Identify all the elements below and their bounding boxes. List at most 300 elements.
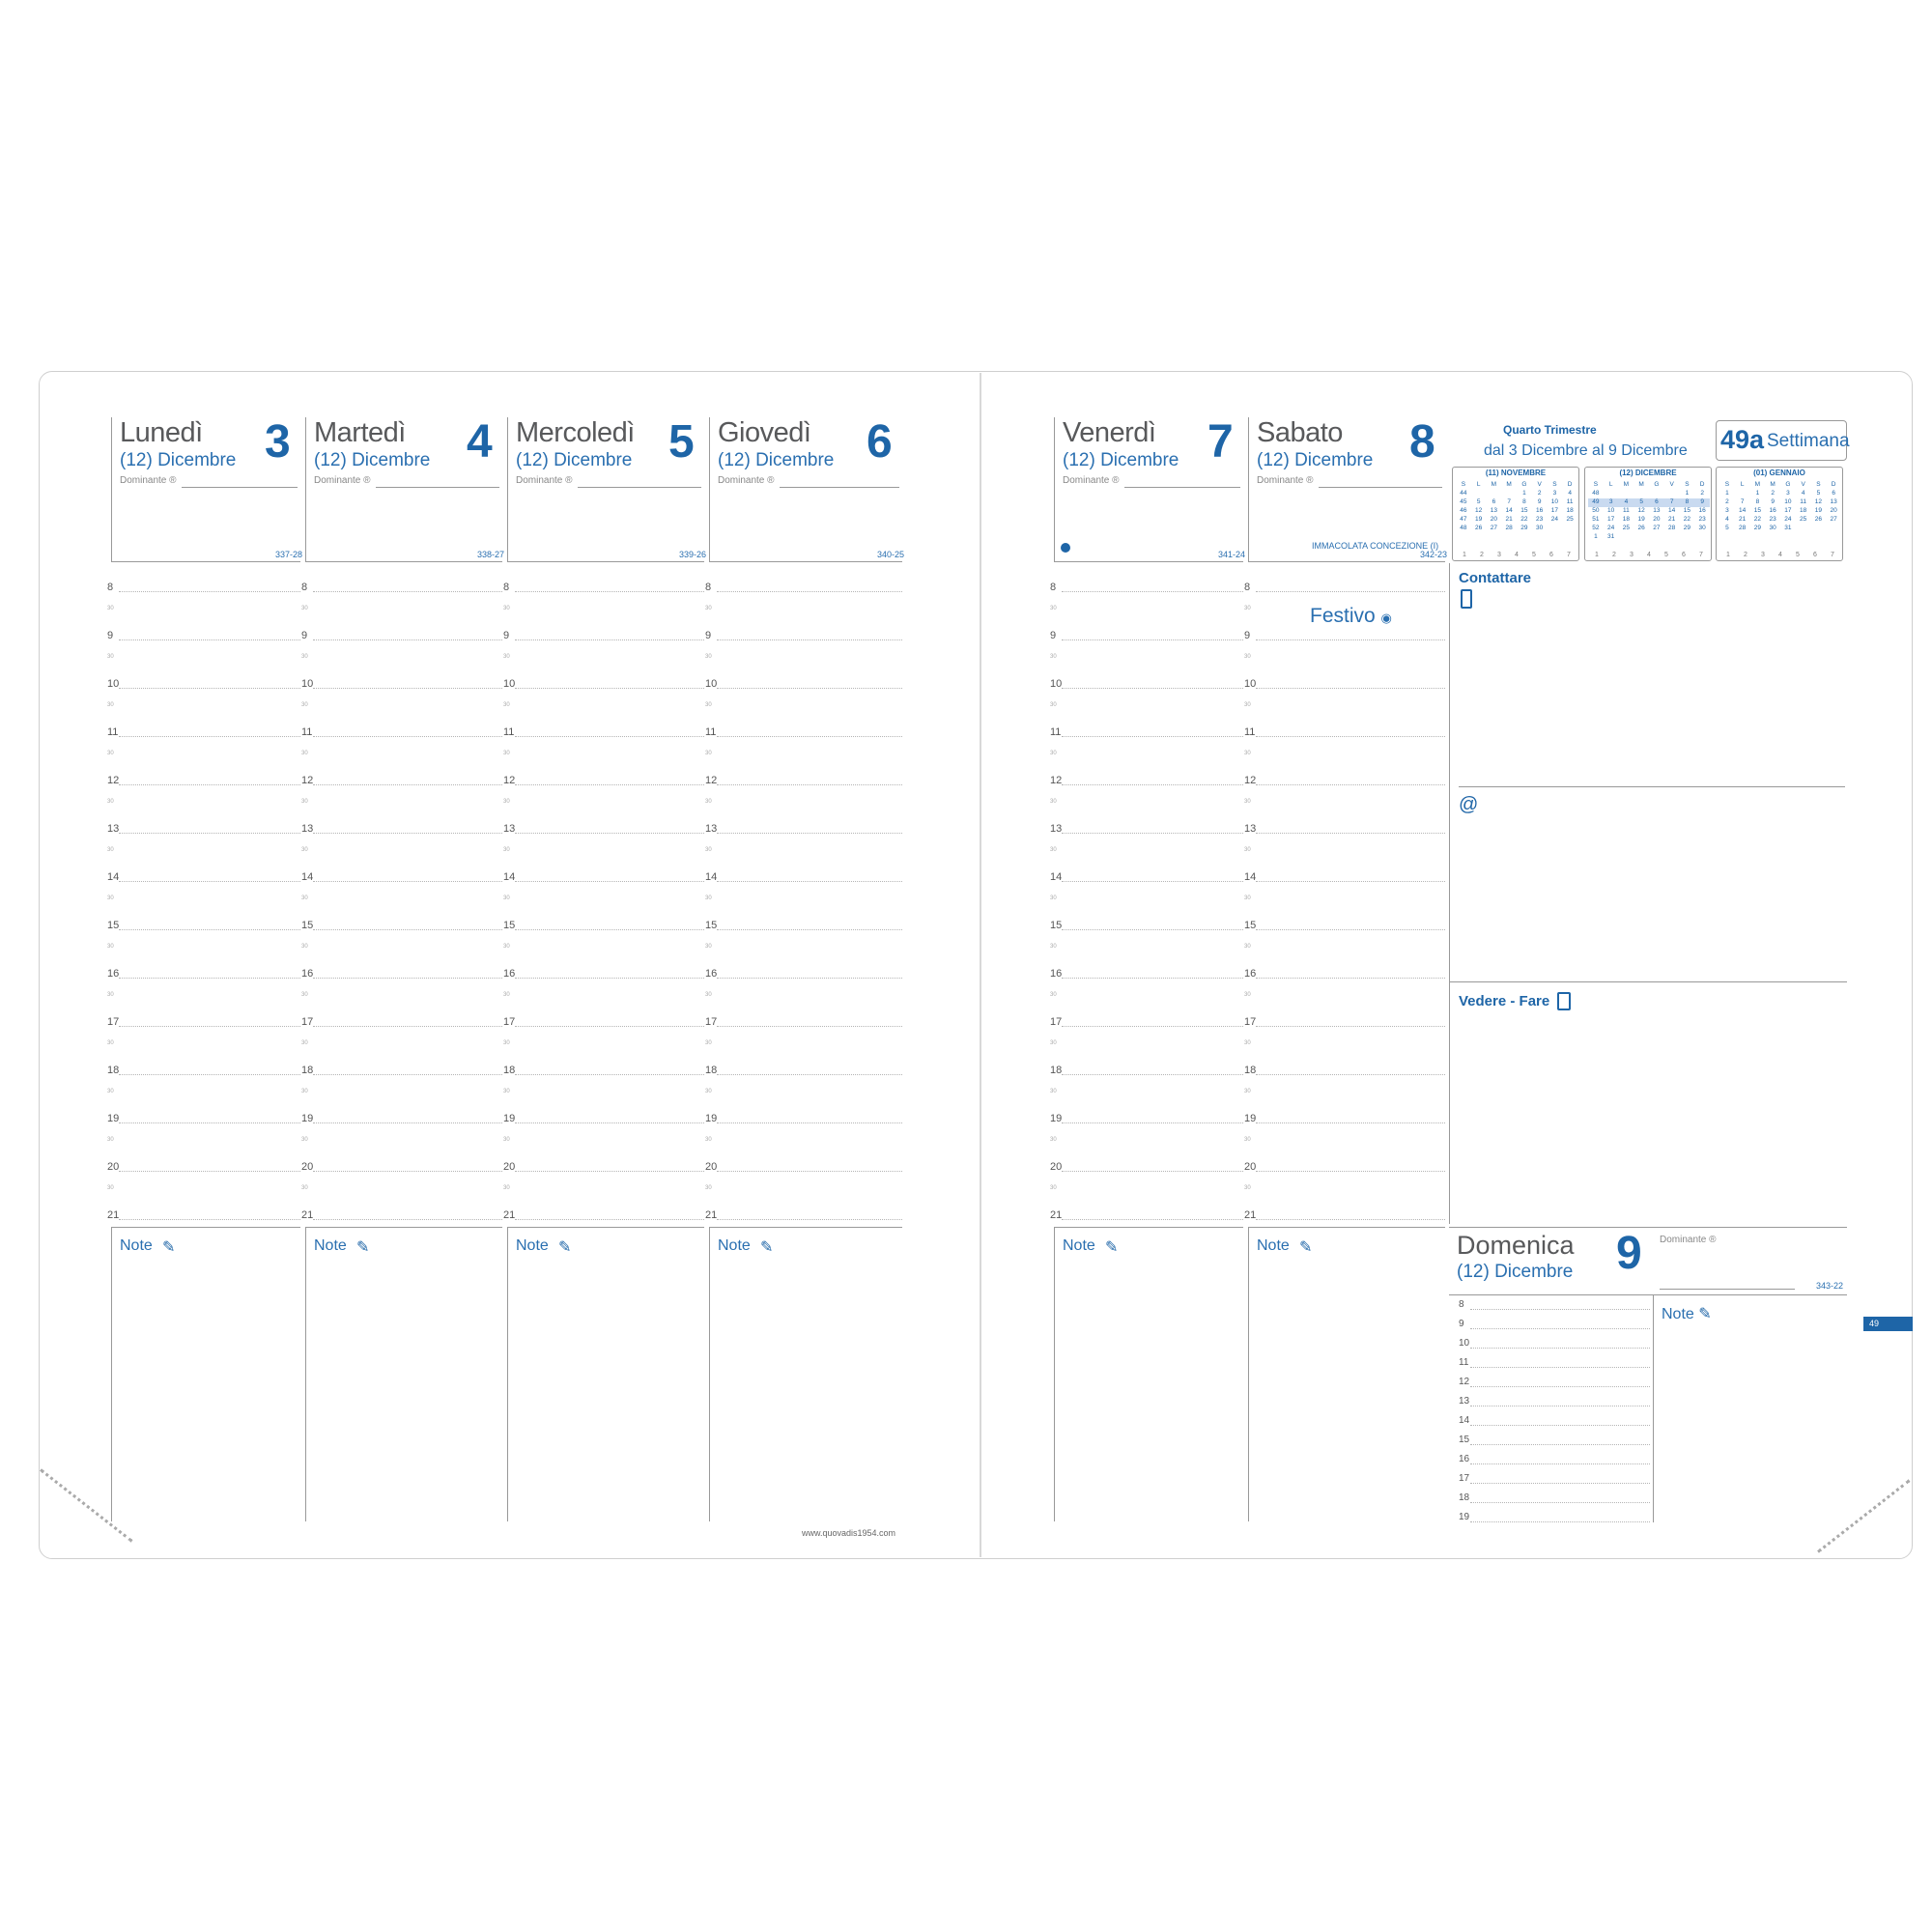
half-hour-label: 30 [1244, 1137, 1251, 1143]
hour-label: 9 [1459, 1319, 1464, 1329]
half-hour-label: 30 [1050, 1040, 1057, 1046]
mini-cal-cell: 2 [1700, 490, 1704, 497]
hour-line [119, 929, 300, 930]
hour-line [119, 1122, 300, 1123]
half-hour-label: 30 [301, 606, 308, 611]
half-hour-label: 30 [107, 1137, 114, 1143]
half-hour-label: 30 [1244, 1185, 1251, 1191]
hour-line [515, 1171, 704, 1172]
hour-line [717, 881, 902, 882]
mini-cal-cell [1562, 525, 1577, 533]
day-code: 342-23 [1419, 550, 1447, 559]
mini-cal-cell: 13 [1490, 507, 1497, 514]
mini-cal-cell [1680, 533, 1695, 542]
hour-label: 13 [705, 823, 718, 835]
mini-cal-cell: M [1506, 481, 1512, 488]
hour-label: 12 [107, 775, 120, 786]
hour-label: 20 [503, 1161, 516, 1173]
mini-cal-cell: D [1831, 481, 1836, 488]
mini-cal-cell: 44 [1460, 490, 1467, 497]
half-hour-label: 30 [1244, 895, 1251, 901]
half-hour-label: 30 [301, 799, 308, 805]
moon-phase-icon: 3 [1761, 552, 1765, 558]
half-hour-label: 30 [705, 992, 712, 998]
mini-cal-cell [1664, 533, 1680, 542]
mini-cal-cell: S [1724, 481, 1730, 488]
notes-area[interactable] [507, 1227, 704, 1521]
mini-cal-cell [1634, 490, 1649, 498]
mini-cal-cell: 13 [1830, 498, 1837, 505]
hour-label: 16 [503, 968, 516, 980]
notes-area[interactable] [111, 1227, 300, 1521]
mini-cal-cell: 16 [1769, 507, 1776, 514]
hour-label: 21 [705, 1209, 718, 1221]
mini-cal-cell: 25 [1800, 516, 1807, 523]
mini-cal-cell: 22 [1520, 516, 1528, 523]
hour-label: 17 [705, 1016, 718, 1028]
half-hour-label: 30 [107, 944, 114, 950]
hour-label: 20 [107, 1161, 120, 1173]
hour-label: 20 [705, 1161, 718, 1173]
mini-cal-cell: S [1593, 481, 1599, 488]
half-hour-label: 30 [1050, 654, 1057, 660]
mini-cal-cell: 9 [1694, 498, 1710, 507]
festivo-label: Festivo ◉ [1310, 605, 1392, 627]
mini-cal-footer [1456, 552, 1577, 558]
mini-cal-cell: 8 [1680, 498, 1695, 507]
moon-phase-icon: 5 [1796, 552, 1800, 558]
mini-cal-cell: 17 [1607, 516, 1615, 523]
hour-line [313, 1122, 502, 1123]
mini-cal-footer [1719, 552, 1841, 558]
mini-cal-row [1456, 516, 1577, 525]
dominante-label: Dominante ® [1257, 475, 1314, 486]
day-number: 6 [867, 416, 893, 468]
hour-label: 12 [1244, 775, 1257, 786]
hour-line [717, 1122, 902, 1123]
day-month: (12) Dicembre [1063, 450, 1179, 470]
mini-cal-cell: 27 [1653, 525, 1661, 531]
mini-cal-row [1588, 490, 1710, 498]
mini-cal-cell: 21 [1668, 516, 1676, 523]
mini-cal-cell: 14 [1739, 507, 1747, 514]
mini-cal-cell: 31 [1784, 525, 1792, 531]
half-hour-label: 30 [107, 702, 114, 708]
moon-dot-icon [1061, 543, 1070, 553]
mini-cal-cell: M [1623, 481, 1630, 488]
mini-cal-cell: 28 [1739, 525, 1747, 531]
mini-cal-cell [1604, 490, 1619, 498]
phone-icon [1461, 589, 1472, 609]
notes-area[interactable] [1248, 1227, 1445, 1521]
notes-area[interactable] [1054, 1227, 1243, 1521]
hour-label: 17 [1050, 1016, 1063, 1028]
mini-cal-cell: 2 [1537, 490, 1542, 497]
eye-icon: ◉ [1380, 611, 1392, 625]
hour-label: 16 [1244, 968, 1257, 980]
mini-cal-cell: 9 [1771, 498, 1775, 505]
half-hour-label: 30 [503, 1137, 510, 1143]
mini-cal-cell: 17 [1550, 507, 1558, 514]
hour-line [717, 1219, 902, 1220]
hour-label: 17 [107, 1016, 120, 1028]
mini-cal-cell: 19 [1637, 516, 1645, 523]
hour-label: 19 [1050, 1113, 1063, 1124]
day-code: 337-28 [274, 550, 302, 559]
mini-calendar [1584, 467, 1712, 561]
mini-cal-cell: V [1669, 481, 1674, 488]
hour-label: 8 [107, 582, 114, 593]
mini-cal-title: (01) GENNAIO [1753, 469, 1805, 477]
half-hour-label: 30 [1050, 751, 1057, 756]
hour-label: 14 [107, 871, 120, 883]
dominante-label: Dominante ® [516, 475, 573, 486]
mini-cal-cell: 23 [1536, 516, 1544, 523]
hour-line [1062, 833, 1243, 834]
half-hour-label: 30 [705, 895, 712, 901]
half-hour-label: 30 [1050, 1185, 1057, 1191]
mini-cal-cell: G [1654, 481, 1660, 488]
hour-label: 21 [503, 1209, 516, 1221]
hour-label: 18 [1244, 1065, 1257, 1076]
day-code: 338-27 [476, 550, 504, 559]
mini-cal-cell: 5 [1816, 490, 1821, 497]
hour-label: 18 [705, 1065, 718, 1076]
mini-cal-cell: M [1770, 481, 1776, 488]
mini-calendar [1452, 467, 1579, 561]
mini-cal-cell: 24 [1607, 525, 1615, 531]
hour-line [313, 688, 502, 689]
hour-line [1062, 639, 1243, 640]
half-hour-label: 30 [107, 895, 114, 901]
mini-cal-cell: 14 [1668, 507, 1676, 514]
pen-icon: ✎ [1105, 1239, 1119, 1256]
sunday-notes-divider [1653, 1294, 1654, 1522]
mini-cal-cell: 27 [1490, 525, 1497, 531]
mini-cal-cell: 1 [1522, 490, 1526, 497]
hour-label: 19 [1244, 1113, 1257, 1124]
mini-cal-cell: 12 [1814, 498, 1822, 505]
hour-label: 9 [503, 630, 510, 641]
hour-line [119, 688, 300, 689]
hour-label: 9 [107, 630, 114, 641]
hour-label: 20 [301, 1161, 314, 1173]
hour-line [717, 929, 902, 930]
hour-line [1062, 1171, 1243, 1172]
mini-calendar [1716, 467, 1843, 561]
day-header [1054, 417, 1243, 562]
mini-cal-cell [1796, 525, 1811, 533]
moon-phase-icon: 7 [1831, 552, 1834, 558]
mini-cal-cell: G [1785, 481, 1791, 488]
day-number: 5 [668, 416, 695, 468]
hour-label: 18 [301, 1065, 314, 1076]
mini-cal-cell: 15 [1520, 507, 1528, 514]
hour-label: 18 [503, 1065, 516, 1076]
hour-line [313, 881, 502, 882]
hour-label: 8 [1050, 582, 1057, 593]
mini-cal-cell: 28 [1505, 525, 1513, 531]
quarter-title: Quarto Trimestre [1503, 423, 1597, 437]
mini-cal-grid [1588, 481, 1710, 542]
hour-line [1256, 1074, 1445, 1075]
moon-phase-icon: 2 [1480, 552, 1484, 558]
hour-line [1256, 1171, 1445, 1172]
contact-separator [1459, 786, 1845, 787]
half-hour-label: 30 [503, 606, 510, 611]
mini-cal-cell: 10 [1784, 498, 1792, 505]
mini-cal-cell: 28 [1668, 525, 1676, 531]
mini-cal-cell: 46 [1460, 507, 1467, 514]
mini-cal-title: (11) NOVEMBRE [1485, 469, 1547, 477]
mini-cal-cell: L [1740, 481, 1745, 488]
pen-icon: ✎ [1698, 1306, 1712, 1322]
hour-line [717, 1074, 902, 1075]
notes-area[interactable] [709, 1227, 902, 1521]
half-hour-label: 30 [1244, 1040, 1251, 1046]
mini-cal-row [1588, 525, 1710, 533]
hour-label: 19 [301, 1113, 314, 1124]
mini-cal-cell: 14 [1505, 507, 1513, 514]
hour-label: 14 [1244, 871, 1257, 883]
mini-cal-cell: 18 [1622, 516, 1630, 523]
mini-cal-cell [1487, 490, 1502, 498]
mini-cal-row [1588, 533, 1710, 542]
mini-cal-cell [1664, 490, 1680, 498]
mini-cal-cell: M [1754, 481, 1761, 488]
hour-line [119, 784, 300, 785]
moon-phase-icon: 3 [1497, 552, 1501, 558]
moon-phase-icon: 6 [1682, 552, 1686, 558]
mini-cal-cell: 6 [1649, 498, 1664, 507]
hour-label: 18 [1459, 1492, 1470, 1503]
notes-label: Note [314, 1237, 347, 1254]
mini-cal-cell: 18 [1800, 507, 1807, 514]
hour-line [1256, 929, 1445, 930]
mini-cal-cell: 19 [1475, 516, 1483, 523]
hour-line [1470, 1309, 1650, 1310]
hour-label: 15 [705, 920, 718, 931]
notes-label: Note [1257, 1237, 1290, 1254]
mini-cal-cell: 3 [1552, 490, 1557, 497]
mini-cal-cell [1694, 533, 1710, 542]
mini-cal-cell [1471, 490, 1487, 498]
half-hour-label: 30 [1244, 606, 1251, 611]
hour-line [119, 1171, 300, 1172]
hour-line [1256, 978, 1445, 979]
mini-cal-cell: 4 [1725, 516, 1729, 523]
mini-cal-cell: 24 [1784, 516, 1792, 523]
half-hour-label: 30 [503, 751, 510, 756]
mini-cal-cell: S [1461, 481, 1466, 488]
half-hour-label: 30 [1050, 1137, 1057, 1143]
mini-cal-cell: 19 [1814, 507, 1822, 514]
spine [980, 373, 981, 1557]
day-month: (12) Dicembre [718, 450, 835, 470]
mini-cal-row [1719, 481, 1841, 490]
hour-label: 13 [107, 823, 120, 835]
pen-icon: ✎ [760, 1239, 774, 1256]
hour-label: 15 [107, 920, 120, 931]
hour-line [1256, 736, 1445, 737]
half-hour-label: 30 [301, 944, 308, 950]
hour-line [1256, 833, 1445, 834]
pen-icon: ✎ [356, 1239, 370, 1256]
hour-label: 8 [1244, 582, 1251, 593]
moon-phase-icon: 7 [1567, 552, 1571, 558]
half-hour-label: 30 [503, 895, 510, 901]
half-hour-label: 30 [503, 1040, 510, 1046]
mini-cal-cell: 27 [1830, 516, 1837, 523]
hour-line [1470, 1367, 1650, 1368]
hour-line [515, 1122, 704, 1123]
hour-line [313, 929, 502, 930]
day-header [709, 417, 902, 562]
week-badge: 49a Settimana [1716, 420, 1847, 461]
mini-cal-cell [1634, 533, 1649, 542]
website[interactable]: www.quovadis1954.com [802, 1528, 896, 1538]
hour-line [717, 1026, 902, 1027]
half-hour-label: 30 [705, 944, 712, 950]
mini-cal-cell: 7 [1664, 498, 1680, 507]
half-hour-label: 30 [301, 847, 308, 853]
hour-line [1256, 688, 1445, 689]
hour-label: 21 [1244, 1209, 1257, 1221]
mini-cal-cell: 26 [1475, 525, 1483, 531]
half-hour-label: 30 [1050, 799, 1057, 805]
hour-label: 13 [1050, 823, 1063, 835]
hour-label: 11 [301, 726, 313, 738]
notes-label: Note [718, 1237, 751, 1254]
moon-phase-icon: 4 [1515, 552, 1519, 558]
hour-line [717, 688, 902, 689]
hour-line [1062, 1219, 1243, 1220]
mini-cal-cell: 1 [1755, 490, 1760, 497]
day-header [507, 417, 704, 562]
mini-cal-cell: 12 [1475, 507, 1483, 514]
notes-area[interactable] [305, 1227, 502, 1521]
hour-line [313, 978, 502, 979]
hour-label: 17 [1459, 1473, 1470, 1484]
mini-cal-cell: L [1476, 481, 1481, 488]
notes-label: Note [1063, 1237, 1095, 1254]
moon-phase-icon: 2 [1612, 552, 1616, 558]
hour-label: 12 [1050, 775, 1063, 786]
hour-line [119, 1219, 300, 1220]
hour-line [1470, 1483, 1650, 1484]
half-hour-label: 30 [1050, 944, 1057, 950]
mini-cal-cell: D [1567, 481, 1573, 488]
week-tab[interactable]: 49 [1863, 1317, 1913, 1331]
hour-line [1062, 978, 1243, 979]
hour-line [515, 591, 704, 592]
hour-label: 9 [705, 630, 712, 641]
mini-cal-cell: S [1685, 481, 1690, 488]
half-hour-label: 30 [1050, 702, 1057, 708]
contact-title: Contattare [1459, 570, 1532, 586]
dominante-label: Dominante ® [718, 475, 775, 486]
mini-cal-cell: 10 [1550, 498, 1558, 505]
hour-label: 11 [1244, 726, 1256, 738]
mini-cal-cell: 4 [1568, 490, 1572, 497]
moon-phase-icon: 1 [1595, 552, 1599, 558]
mini-cal-cell: 6 [1492, 498, 1496, 505]
hour-line [1470, 1502, 1650, 1503]
mini-cal-cell: S [1552, 481, 1557, 488]
mini-cal-cell: D [1699, 481, 1705, 488]
hour-line [717, 784, 902, 785]
moon-phase-icon: 5 [1664, 552, 1668, 558]
half-hour-label: 30 [1244, 702, 1251, 708]
hour-line [119, 978, 300, 979]
half-hour-label: 30 [1244, 944, 1251, 950]
hour-line [1062, 591, 1243, 592]
hour-label: 20 [1244, 1161, 1257, 1173]
hour-label: 17 [503, 1016, 516, 1028]
mini-cal-cell: 13 [1653, 507, 1661, 514]
mini-cal-cell: 5 [1725, 525, 1729, 531]
hour-label: 16 [107, 968, 120, 980]
day-month: (12) Dicembre [120, 450, 237, 470]
mini-cal-row [1456, 525, 1577, 533]
hour-label: 14 [301, 871, 314, 883]
mini-cal-cell: 22 [1683, 516, 1690, 523]
mini-cal-cell: 24 [1550, 516, 1558, 523]
sunday-notes-label: Note ✎ [1662, 1306, 1712, 1322]
half-hour-label: 30 [1050, 606, 1057, 611]
mini-cal-cell: 29 [1753, 525, 1761, 531]
mini-cal-cell: 51 [1592, 516, 1600, 523]
day-name: Sabato [1257, 417, 1343, 448]
mini-cal-row [1588, 498, 1710, 507]
dominante-line [578, 487, 701, 488]
hour-line [1470, 1328, 1650, 1329]
hour-label: 15 [1459, 1435, 1470, 1445]
notes-label: Note [120, 1237, 153, 1254]
day-month: (12) Dicembre [516, 450, 633, 470]
sunday-name: Domenica [1457, 1231, 1575, 1260]
dominante-line [780, 487, 899, 488]
mini-cal-row [1719, 525, 1841, 533]
hour-label: 21 [301, 1209, 314, 1221]
mini-cal-cell [1826, 525, 1841, 533]
hour-line [1256, 1219, 1445, 1220]
half-hour-label: 30 [107, 606, 114, 611]
half-hour-label: 30 [1050, 847, 1057, 853]
half-hour-label: 30 [107, 847, 114, 853]
mini-cal-cell: 30 [1698, 525, 1706, 531]
hour-line [515, 978, 704, 979]
hour-label: 19 [1459, 1512, 1470, 1522]
hour-line [1256, 1026, 1445, 1027]
half-hour-label: 30 [503, 702, 510, 708]
hour-label: 12 [301, 775, 314, 786]
hour-label: 17 [1244, 1016, 1257, 1028]
hour-line [119, 1026, 300, 1027]
half-hour-label: 30 [1244, 751, 1251, 756]
half-hour-label: 30 [705, 702, 712, 708]
moon-phase-icon: 6 [1813, 552, 1817, 558]
hour-line [119, 1074, 300, 1075]
hour-line [515, 833, 704, 834]
hour-line [313, 639, 502, 640]
mini-cal-cell: 16 [1698, 507, 1706, 514]
day-name: Mercoledì [516, 417, 635, 448]
mini-cal-cell: 23 [1698, 516, 1706, 523]
hour-label: 15 [301, 920, 314, 931]
hour-label: 18 [1050, 1065, 1063, 1076]
hour-line [515, 929, 704, 930]
